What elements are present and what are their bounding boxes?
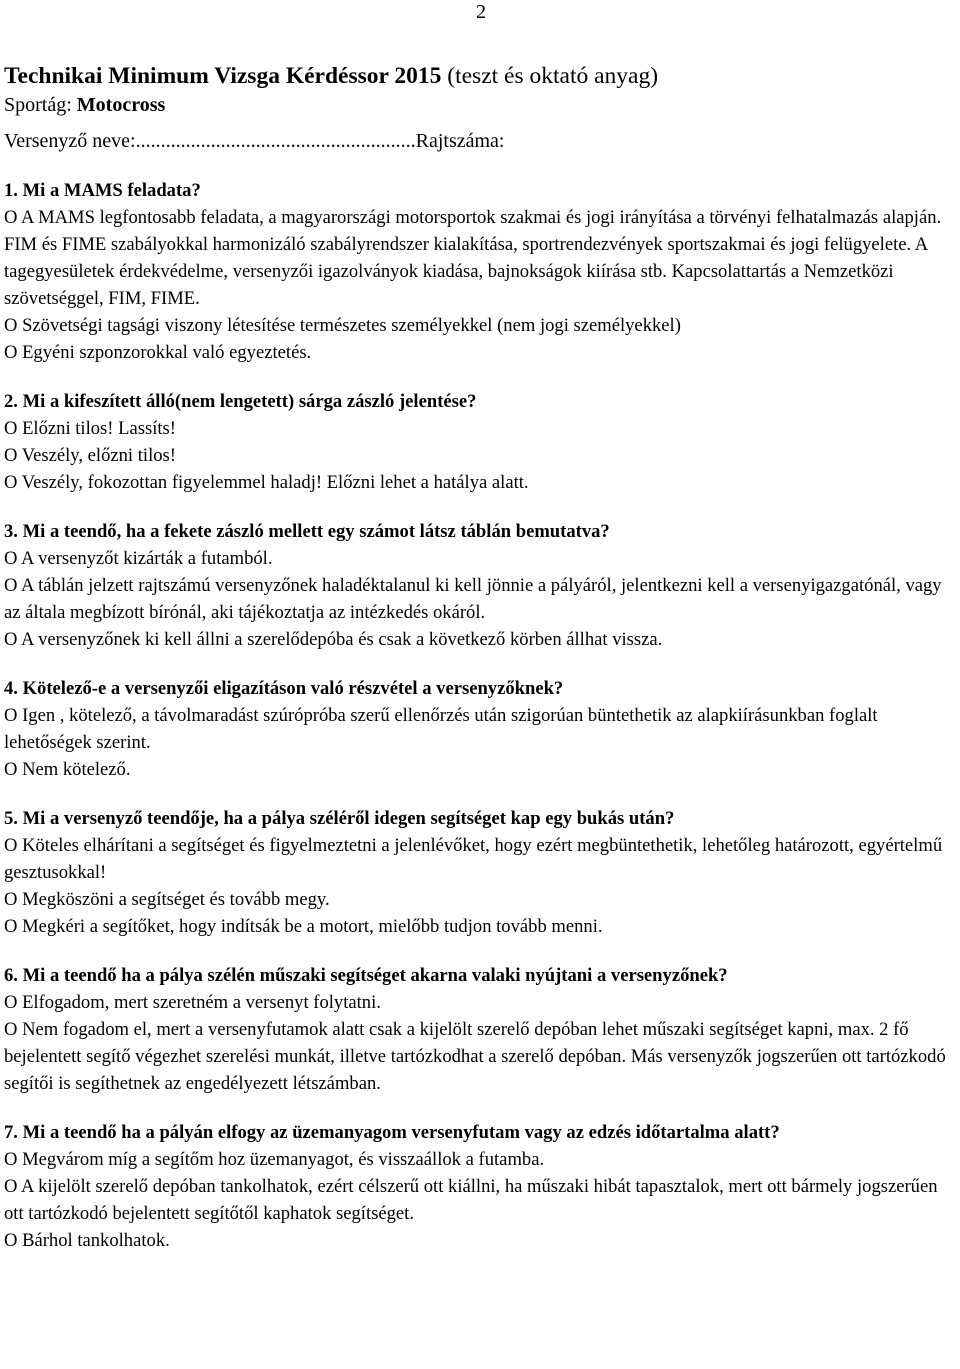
answer-text: O Szövetségi tagsági viszony létesítése természetes személyekkel (nem jogi személyekkel) — [4, 315, 681, 336]
answer-text: O Elfogadom, mert szeretném a versenyt folytatni. — [4, 992, 381, 1013]
answer-text: O Veszély, fokozottan figyelemmel haladj! Előzni lehet a hatálya alatt. — [4, 472, 529, 493]
answer-text: O Igen , kötelező, a távolmaradást szúrópróba szerű ellenőrzés után szigorúan büntethetik az alapkiírásunkban foglalt lehetőségek szerint. — [4, 705, 878, 753]
answer-text: O Köteles elhárítani a segítséget és figyelmeztetni a jelenlévőket, hogy ezért megbüntethetik, lehetőleg határozott, egyértelmű gesztusokkal! — [4, 835, 943, 883]
page-number: 2 — [476, 1, 486, 23]
question-title: 3. Mi a teendő, ha a fekete zászló mellett egy számot látsz táblán bemutatva? — [4, 521, 610, 542]
question-block — [4, 1119, 956, 1254]
question-block — [4, 805, 956, 940]
question-block — [4, 962, 956, 1097]
title-main: Technikai Minimum Vizsga Kérdéssor 2015 — [4, 63, 442, 89]
sport-value: Motocross — [76, 94, 166, 116]
sport-line — [4, 92, 956, 119]
question-block — [4, 388, 956, 496]
answer-text: O Nem kötelező. — [4, 759, 131, 780]
question-title: 2. Mi a kifeszített álló(nem lengetett) sárga zászló jelentése? — [4, 391, 477, 412]
answer-text: O A versenyzőnek ki kell állni a szerelődepóba és csak a következő körben állhat vissza. — [4, 629, 663, 650]
question-title: 4. Kötelező-e a versenyzői eligazításon való részvétel a versenyzőknek? — [4, 678, 564, 699]
answer-text: O A kijelölt szerelő depóban tankolhatok, ezért célszerű ott kiállni, ha műszaki hibát tapasztalok, mert ott bármely jogszerűen ott tartózkodó bejelentett segítőtől kaphatok segítséget. — [4, 1176, 938, 1224]
question-list — [4, 177, 956, 1254]
question-block — [4, 675, 956, 783]
answer-text: O Egyéni szponzorokkal való egyeztetés. — [4, 342, 312, 363]
answer-text: FIM és FIME szabályokkal harmonizáló szabályrendszer kialakítása, sportrendezvények sportszakmai és jogi felügyelete. A tagegyesületek érdekvédelme, versenyzői igazolványok kiadása, bajnokságok kiírása stb. Kapcsolattartás a Nemzetközi szövetséggel, FIM, FIME. — [4, 234, 928, 309]
answer-text: O A MAMS legfontosabb feladata, a magyarországi motorsportok szakmai és jogi irányítása a törvényi felhatalmazás alapján. — [4, 207, 942, 228]
document-title — [4, 60, 956, 92]
answer-text: O Megkéri a segítőket, hogy indítsák be a motort, mielőbb tudjon tovább menni. — [4, 916, 603, 937]
title-subtitle: (teszt és oktató anyag) — [441, 63, 659, 89]
question-title: 7. Mi a teendő ha a pályán elfogy az üzemanyagom versenyfutam vagy az edzés időtartalma alatt? — [4, 1122, 780, 1143]
sport-label: Sportág: — [4, 94, 77, 116]
question-block — [4, 518, 956, 653]
answer-text: O Előzni tilos! Lassíts! — [4, 418, 176, 439]
question-title: 1. Mi a MAMS feladata? — [4, 180, 201, 201]
question-title: 6. Mi a teendő ha a pálya szélén műszaki segítséget akarna valaki nyújtani a versenyzőnek? — [4, 965, 728, 986]
answer-text: O Veszély, előzni tilos! — [4, 445, 176, 466]
competitor-name-line: Versenyző neve:........................................................Rajtszáma: — [4, 130, 505, 152]
answer-text: O A táblán jelzett rajtszámú versenyzőnek haladéktalanul ki kell jönnie a pályáról, jelentkezni kell a versenyigazgatónál, vagy az általa megbízott bírónál, aki tájékoztatja az intézkedés okáról. — [4, 575, 942, 623]
answer-text: O Nem fogadom el, mert a versenyfutamok alatt csak a kijelölt szerelő depóban lehet műszaki segítséget kapni, max. 2 fő bejelentett segítő végezhet szerelési munkát, illetve tartózkodhat a szerelő depóban. Más versenyzők jogszerűen ott tartózkodó segítői is segíthetnek az engedélyezett létszámban. — [4, 1019, 946, 1094]
answer-text: O A versenyzőt kizárták a futamból. — [4, 548, 273, 569]
answer-text: O Bárhol tankolhatok. — [4, 1230, 170, 1251]
answer-text: O Megvárom míg a segítőm hoz üzemanyagot, és visszaállok a futamba. — [4, 1149, 545, 1170]
answer-text: O Megköszöni a segítséget és tovább megy. — [4, 889, 330, 910]
document-body — [4, 60, 956, 1254]
question-block — [4, 177, 956, 366]
question-title: 5. Mi a versenyző teendője, ha a pálya széléről idegen segítséget kap egy bukás után? — [4, 808, 675, 829]
